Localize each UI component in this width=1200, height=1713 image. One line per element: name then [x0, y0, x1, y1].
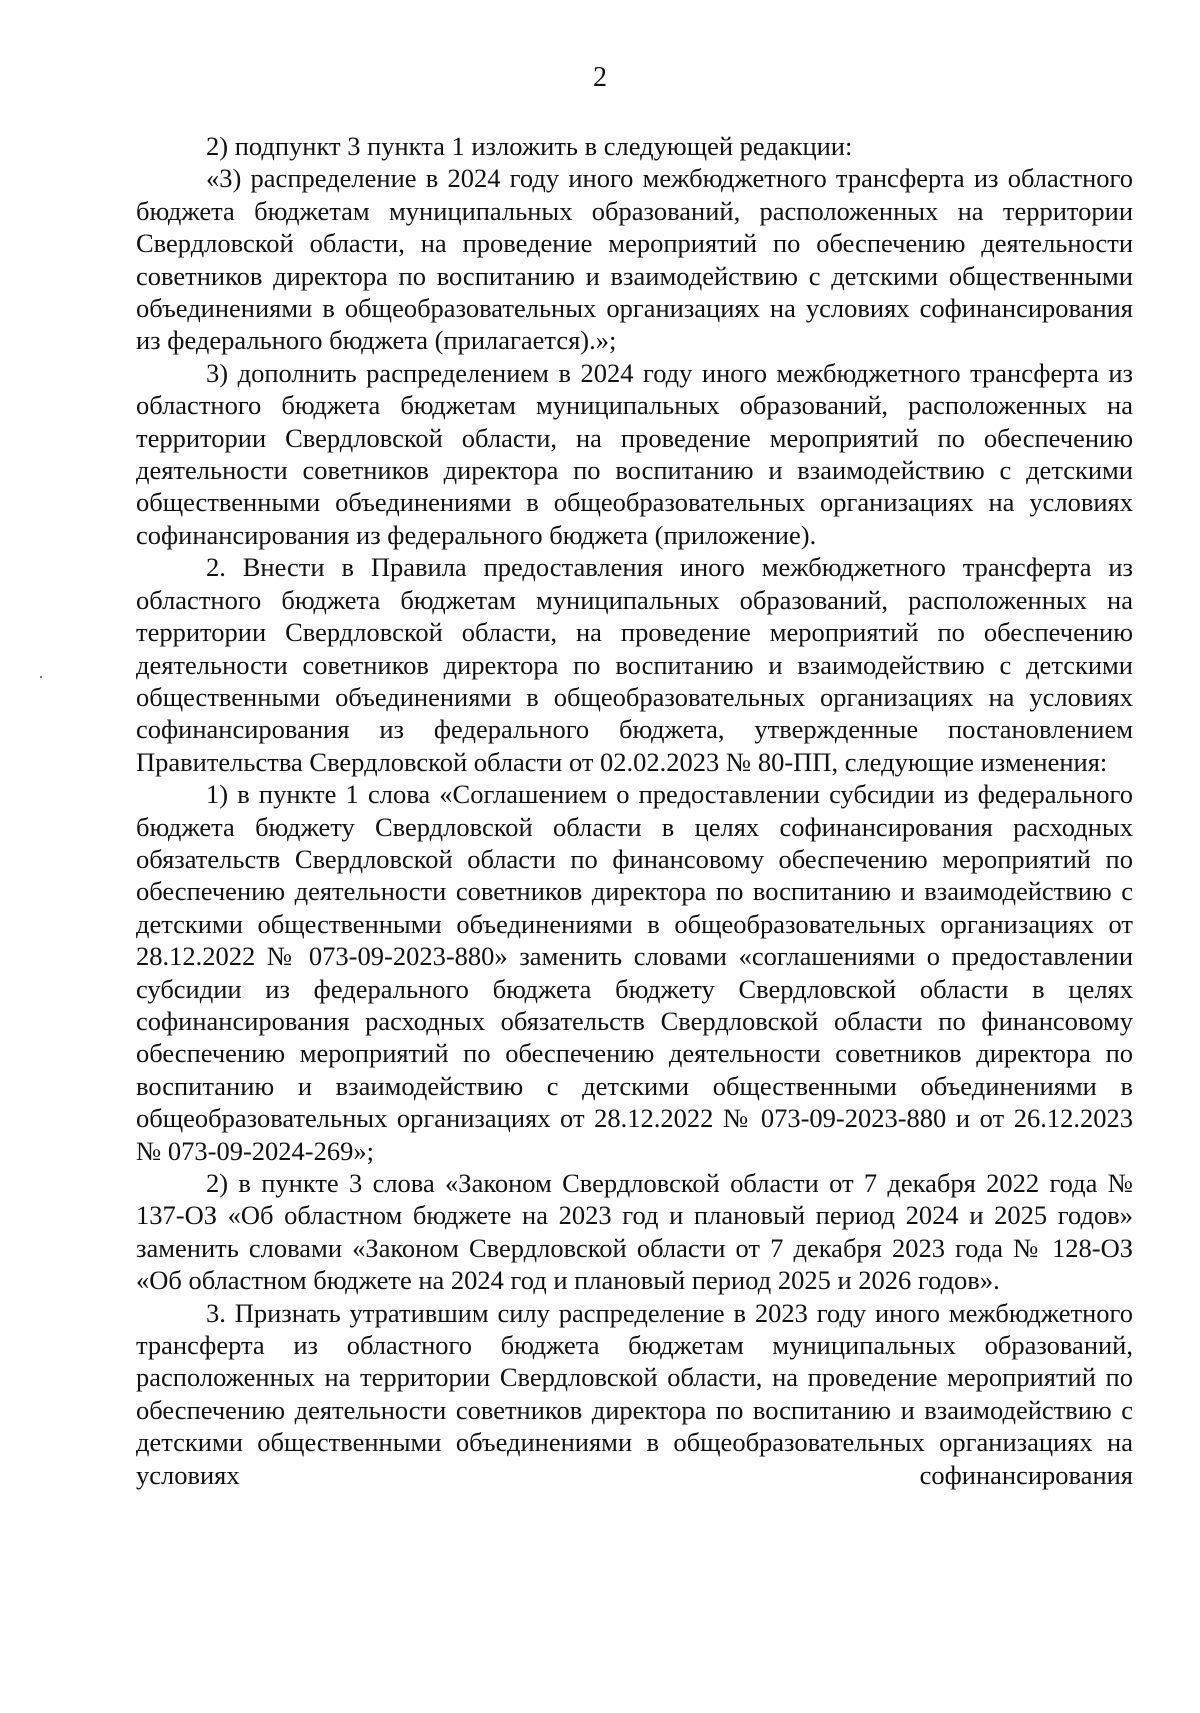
- paragraph-quoted-subitem-3: «3) распределение в 2024 году иного межбюджетного трансферта из областного бюджета бюджетам муниципальных образований, расположенных на территории Свердловской области, на проведение мероприятий по обеспечению деятельности советников директора по воспитанию и взаимодействию с детскими общественными объединениями в общеобразовательных организациях на условиях софинансирования из федерального бюджета (прилагается).»;: [136, 163, 1133, 356]
- page-number: 2: [593, 62, 607, 93]
- paragraph-subitem-2: 2) подпункт 3 пункта 1 изложить в следующей редакции:: [206, 131, 853, 161]
- paragraph-item-2: 2. Внести в Правила предоставления иного межбюджетного трансферта из областного бюджета бюджетам муниципальных образований, расположенных на территории Свердловской области, на проведение мероприятий по обеспечению деятельности советников директора по воспитанию и взаимодействию с детскими общественными объединениями в общеобразовательных организациях на условиях софинансирования из федерального бюджета, утвержденные постановлением Правительства Свердловской области от 02.02.2023 № 80-ПП, следующие изменения:: [136, 552, 1133, 777]
- paragraph-subitem-3: 3) дополнить распределением в 2024 году иного межбюджетного трансферта из областного бюджета бюджетам муниципальных образований, расположенных на территории Свердловской области, на проведение мероприятий по обеспечению деятельности советников директора по воспитанию и взаимодействию с детскими общественными объединениями в общеобразовательных организациях на условиях софинансирования из федерального бюджета (приложение).: [136, 357, 1133, 550]
- document-body: [136, 130, 1133, 1491]
- scan-speck: [40, 676, 42, 678]
- paragraph-item-2-subitem-1: 1) в пункте 1 слова «Соглашением о предоставлении субсидии из федерального бюджета бюджету Свердловской области в целях софинансирования расходных обязательств Свердловской области по финансовому обеспечению мероприятий по обеспечению деятельности советников директора по воспитанию и взаимодействию с детскими общественными объединениями в общеобразовательных организациях от 28.12.2022 № 073-09-2023-880» заменить словами «соглашениями о предоставлении субсидии из федерального бюджета бюджету Свердловской области в целях софинансирования расходных обязательств Свердловской области по финансовому обеспечению мероприятий по обеспечению деятельности советников директора по воспитанию и взаимодействию с детскими общественными объединениями в общеобразовательных организациях от 28.12.2022 № 073-09-2023-880 и от 26.12.2023 № 073-09-2024-269»;: [136, 779, 1133, 1166]
- paragraph-item-3: 3. Признать утратившим силу распределение в 2023 году иного межбюджетного трансферта из областного бюджета бюджетам муниципальных образований, расположенных на территории Свердловской области, на проведение мероприятий по обеспечению деятельности советников директора по воспитанию и взаимодействию с детскими общественными объединениями в общеобразовательных организациях на условиях софинансирования: [136, 1297, 1133, 1490]
- paragraph-item-2-subitem-2: 2) в пункте 3 слова «Законом Свердловской области от 7 декабря 2022 года № 137-ОЗ «Об областном бюджете на 2023 год и плановый период 2024 и 2025 годов» заменить словами «Законом Свердловской области от 7 декабря 2023 года № 128-ОЗ «Об областном бюджете на 2024 год и плановый период 2025 и 2026 годов».: [136, 1168, 1133, 1296]
